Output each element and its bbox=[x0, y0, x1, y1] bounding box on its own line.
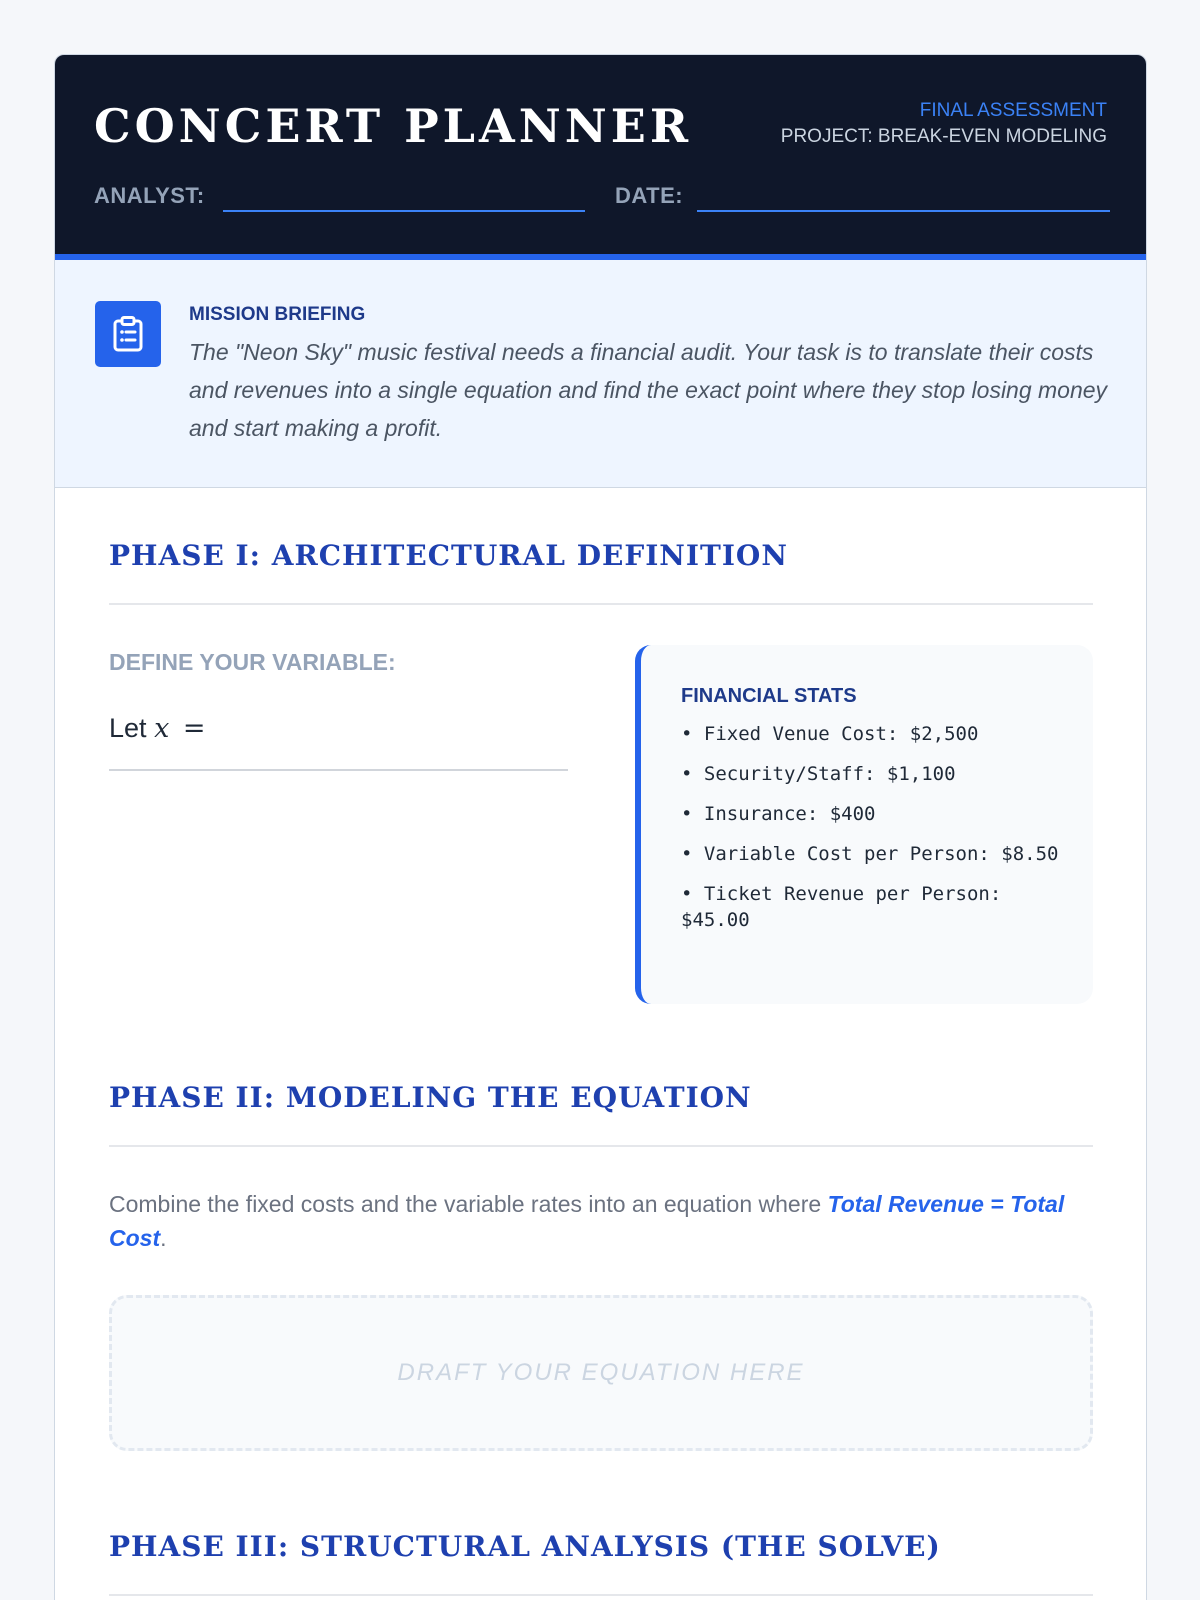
phase1-divider bbox=[109, 603, 1093, 605]
briefing-text: The "Neon Sky" music festival needs a financial audit. Your task is to translate their costs and revenues into a single equation and find the exact point where they stop losing money and start making a profit. bbox=[189, 339, 1108, 441]
header bbox=[55, 55, 1146, 260]
instruction-text: Combine the fixed costs and the variable rates into an equation where bbox=[109, 1191, 828, 1217]
assessment-label: FINAL ASSESSMENT bbox=[919, 100, 1107, 121]
instruction-end: . bbox=[160, 1225, 167, 1251]
draft-placeholder: DRAFT YOUR EQUATION HERE bbox=[397, 1359, 805, 1386]
let-statement bbox=[109, 713, 205, 744]
variable-definition-field[interactable] bbox=[109, 769, 568, 771]
stat-item: • Ticket Revenue per Person: $45.00 bbox=[681, 883, 1002, 931]
date-field[interactable] bbox=[697, 210, 1110, 212]
page-title: CONCERT PLANNER bbox=[94, 99, 693, 153]
financial-stats-label: FINANCIAL STATS bbox=[681, 685, 857, 707]
financial-stats-list bbox=[681, 721, 1061, 947]
phase3-divider bbox=[109, 1594, 1093, 1596]
worksheet-card bbox=[54, 54, 1147, 1600]
stat-item: • Security/Staff: $1,100 bbox=[681, 763, 956, 785]
analyst-label: ANALYST: bbox=[94, 183, 205, 208]
equation-draft-area[interactable] bbox=[109, 1295, 1093, 1451]
briefing-label: MISSION BRIEFING bbox=[189, 304, 366, 325]
clipboard-icon bbox=[95, 301, 161, 367]
financial-stats-panel bbox=[635, 645, 1093, 1004]
stat-item: • Variable Cost per Person: $8.50 bbox=[681, 843, 1059, 865]
equation-highlight: Total Revenue = Total Cost bbox=[109, 1191, 1065, 1251]
let-word: Let bbox=[109, 713, 147, 743]
analyst-field[interactable] bbox=[223, 210, 585, 212]
equals-sign: = bbox=[182, 713, 206, 744]
phase2-title: PHASE II: MODELING THE EQUATION bbox=[109, 1081, 752, 1114]
stat-item: • Fixed Venue Cost: $2,500 bbox=[681, 723, 979, 745]
phase2-instructions bbox=[109, 1187, 1093, 1255]
phase1-title: PHASE I: ARCHITECTURAL DEFINITION bbox=[109, 539, 788, 572]
phase3-title: PHASE III: STRUCTURAL ANALYSIS (THE SOLVE) bbox=[109, 1530, 941, 1563]
define-variable-label: DEFINE YOUR VARIABLE: bbox=[109, 649, 396, 675]
phase2-divider bbox=[109, 1145, 1093, 1147]
mission-briefing bbox=[55, 260, 1146, 488]
stat-item: • Insurance: $400 bbox=[681, 803, 876, 825]
date-label: DATE: bbox=[615, 183, 684, 208]
variable-symbol: x bbox=[154, 713, 170, 744]
project-label: PROJECT: BREAK-EVEN MODELING bbox=[780, 126, 1107, 147]
